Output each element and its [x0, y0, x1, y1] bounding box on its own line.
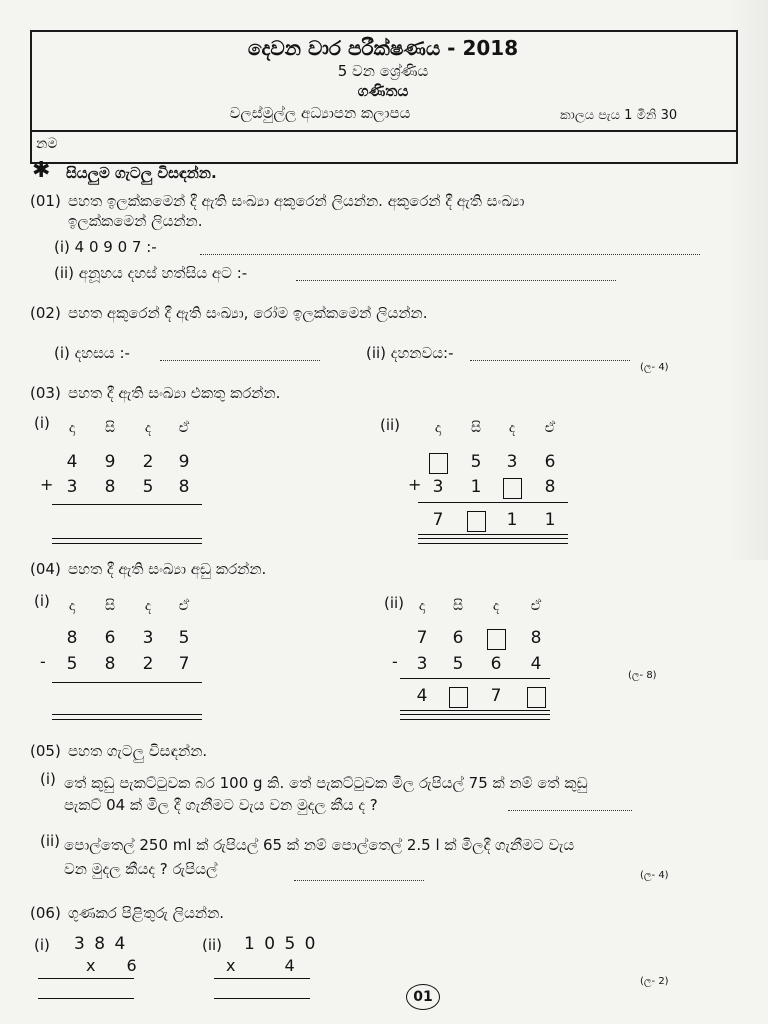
digit: 1 — [470, 477, 482, 497]
q03-number: (03) — [30, 384, 61, 402]
rule — [418, 534, 568, 535]
column-header: ඒ — [544, 420, 556, 436]
digit: 3 — [416, 654, 428, 674]
q06-part-ii-top: 1 0 5 0 — [244, 934, 318, 954]
operator-sign: + — [40, 475, 54, 494]
digit: 8 — [104, 654, 116, 674]
answer-line[interactable] — [296, 280, 616, 281]
column-header: සි — [470, 420, 482, 436]
answer-box[interactable] — [487, 629, 506, 650]
column-header: සි — [104, 420, 116, 436]
q06-text: ගුණකර පිළිතුරු ලියන්න. — [68, 904, 225, 922]
answer-rule — [38, 998, 134, 999]
column-header: සි — [452, 598, 464, 614]
answer-line[interactable] — [294, 880, 424, 881]
digit: 4 — [66, 452, 78, 472]
rule — [400, 710, 550, 711]
digit: 5 — [452, 654, 464, 674]
q05-part-ii-line1: පොල්තෙල් 250 ml ක් රුපියල් 65 ක් නම් පොල්තෙල් 2.5 l ක් මිලදී ගැනීමට වැය — [64, 836, 575, 854]
column-header: දා — [68, 598, 76, 614]
q05-number: (05) — [30, 742, 61, 760]
subject-label: ගණිතය — [357, 82, 409, 100]
answer-box[interactable] — [503, 478, 522, 499]
column-header: ද — [508, 420, 516, 436]
answer-double-rule — [52, 538, 202, 544]
q06-part-ii-bottom: x 4 — [226, 956, 295, 975]
answer-line[interactable] — [200, 254, 700, 255]
digit: 3 — [432, 477, 444, 497]
digit: 8 — [544, 477, 556, 497]
column-header: ද — [144, 420, 152, 436]
digit: 8 — [104, 477, 116, 497]
column-header: ද — [492, 598, 500, 614]
q03-part-i-label: (i) — [34, 414, 50, 432]
q02-part-ii: (ii) දහනවය:- — [366, 344, 454, 362]
digit: 8 — [66, 628, 78, 648]
result-digit: 7 — [432, 510, 444, 530]
q03-part-ii-label: (ii) — [380, 416, 401, 434]
column-header: ද — [144, 598, 152, 614]
q01-part-ii: (ii) අනූහය දහස් හත්සිය අට :- — [54, 264, 248, 282]
answer-line[interactable] — [508, 810, 632, 811]
operator-sign: - — [40, 652, 46, 671]
grade-label: 5 වන ශ්‍රේණිය — [337, 62, 429, 80]
operator-sign: + — [408, 475, 422, 494]
answer-rule — [214, 998, 310, 999]
digit: 6 — [490, 654, 502, 674]
digit: 3 — [506, 452, 518, 472]
answer-line[interactable] — [160, 360, 320, 361]
column-header: දා — [434, 420, 442, 436]
answer-line[interactable] — [470, 360, 630, 361]
q06-number: (06) — [30, 904, 61, 922]
q03-text: පහත දී ඇති සංඛ්‍යා එකතු කරන්න. — [68, 384, 281, 402]
column-header: ඒ — [178, 598, 190, 614]
q04-number: (04) — [30, 560, 61, 578]
q01-text-line2: ඉලක්කමෙන් ලියන්න. — [68, 212, 203, 230]
column-header: දා — [418, 598, 426, 614]
q06-part-i-label: (i) — [34, 936, 50, 954]
page-number: 01 — [406, 984, 440, 1010]
q02-marks: (ල- 4) — [640, 362, 669, 373]
column-header: ඒ — [530, 598, 542, 614]
answer-double-rule — [52, 714, 202, 720]
q02-part-i: (i) දහසය :- — [54, 344, 130, 362]
result-digit: 4 — [416, 686, 428, 706]
digit: 6 — [452, 628, 464, 648]
rule — [52, 504, 202, 505]
q04-part-i-label: (i) — [34, 592, 50, 610]
operator-sign: - — [392, 652, 398, 671]
digit: 7 — [178, 654, 190, 674]
digit: 8 — [178, 477, 190, 497]
q05-part-i-label: (i) — [40, 770, 56, 788]
result-digit: 7 — [490, 686, 502, 706]
q05-part-ii-line2: වන මුදල කීයද ? රුපියල් — [64, 860, 218, 878]
answer-box[interactable] — [467, 511, 486, 532]
rule — [214, 978, 310, 979]
q05-marks: (ල- 4) — [640, 870, 669, 881]
digit: 7 — [416, 628, 428, 648]
instruction-text: සියලුම ගැටලු විසඳන්න. — [66, 164, 217, 182]
q01-number: (01) — [30, 192, 61, 210]
exam-title: දෙවන වාර පරීක්ෂණය - 2018 — [247, 36, 519, 60]
q02-number: (02) — [30, 304, 61, 322]
rule — [52, 682, 202, 683]
answer-double-rule — [418, 538, 568, 544]
digit: 5 — [142, 477, 154, 497]
q04-text: පහත දී ඇති සංඛ්‍යා අඩු කරන්න. — [68, 560, 267, 578]
answer-box[interactable] — [527, 687, 546, 708]
zone-label: වලස්මුල්ල අධ්‍යාපන කලාපය — [229, 104, 411, 122]
result-digit: 1 — [544, 510, 556, 530]
rule — [400, 678, 550, 679]
q06-part-i-top: 3 8 4 — [74, 934, 128, 954]
answer-box[interactable] — [429, 453, 448, 474]
q02-text: පහත අකුරෙන් දී ඇති සංඛ්‍යා, රෝම ඉලක්කමෙන් ලියන්න. — [68, 304, 428, 322]
header-divider — [30, 130, 736, 132]
digit: 5 — [66, 654, 78, 674]
column-header: දා — [68, 420, 76, 436]
answer-double-rule — [400, 714, 550, 720]
answer-box[interactable] — [449, 687, 468, 708]
q05-part-ii-label: (ii) — [40, 832, 61, 850]
q05-part-i-line2: පැකට් 04 ක් මිල දී ගැනීමට වැය වන මුදල කීය ද ? — [64, 796, 378, 814]
q01-part-i: (i) 4 0 9 0 7 :- — [54, 238, 157, 256]
digit: 5 — [178, 628, 190, 648]
digit: 2 — [142, 654, 154, 674]
result-digit: 1 — [506, 510, 518, 530]
q06-part-ii-label: (ii) — [202, 936, 223, 954]
column-header: සි — [104, 598, 116, 614]
asterisk-icon: ✱ — [32, 158, 51, 183]
digit: 9 — [178, 452, 190, 472]
q06-marks: (ල- 2) — [640, 976, 669, 987]
rule — [38, 978, 134, 979]
digit: 6 — [104, 628, 116, 648]
rule — [418, 502, 568, 503]
digit: 8 — [530, 628, 542, 648]
digit: 3 — [66, 477, 78, 497]
q05-text: පහත ගැටලු විසඳන්න. — [68, 742, 208, 760]
digit: 4 — [530, 654, 542, 674]
digit: 2 — [142, 452, 154, 472]
digit: 9 — [104, 452, 116, 472]
q06-part-i-bottom: x 6 — [86, 956, 137, 975]
name-label: නම — [36, 136, 58, 152]
digit: 6 — [544, 452, 556, 472]
q04-part-ii-label: (ii) — [384, 594, 405, 612]
digit: 5 — [470, 452, 482, 472]
q04-marks: (ල- 8) — [628, 670, 657, 681]
q01-text-line1: පහත ඉලක්කමෙන් දී ඇති සංඛ්‍යා අකුරෙන් ලියන්න. අකුරෙන් දී ඇති සංඛ්‍යා — [68, 192, 525, 210]
column-header: ඒ — [178, 420, 190, 436]
duration-label: කාලය පැය 1 මිනි 30 — [560, 108, 678, 123]
q05-part-i-line1: තේ කුඩු පැකට්ටුවක බර 100 g කි. තේ පැකට්ටුවක මිල රුපියල් 75 ක් නම් තේ කුඩු — [64, 774, 588, 792]
digit: 3 — [142, 628, 154, 648]
